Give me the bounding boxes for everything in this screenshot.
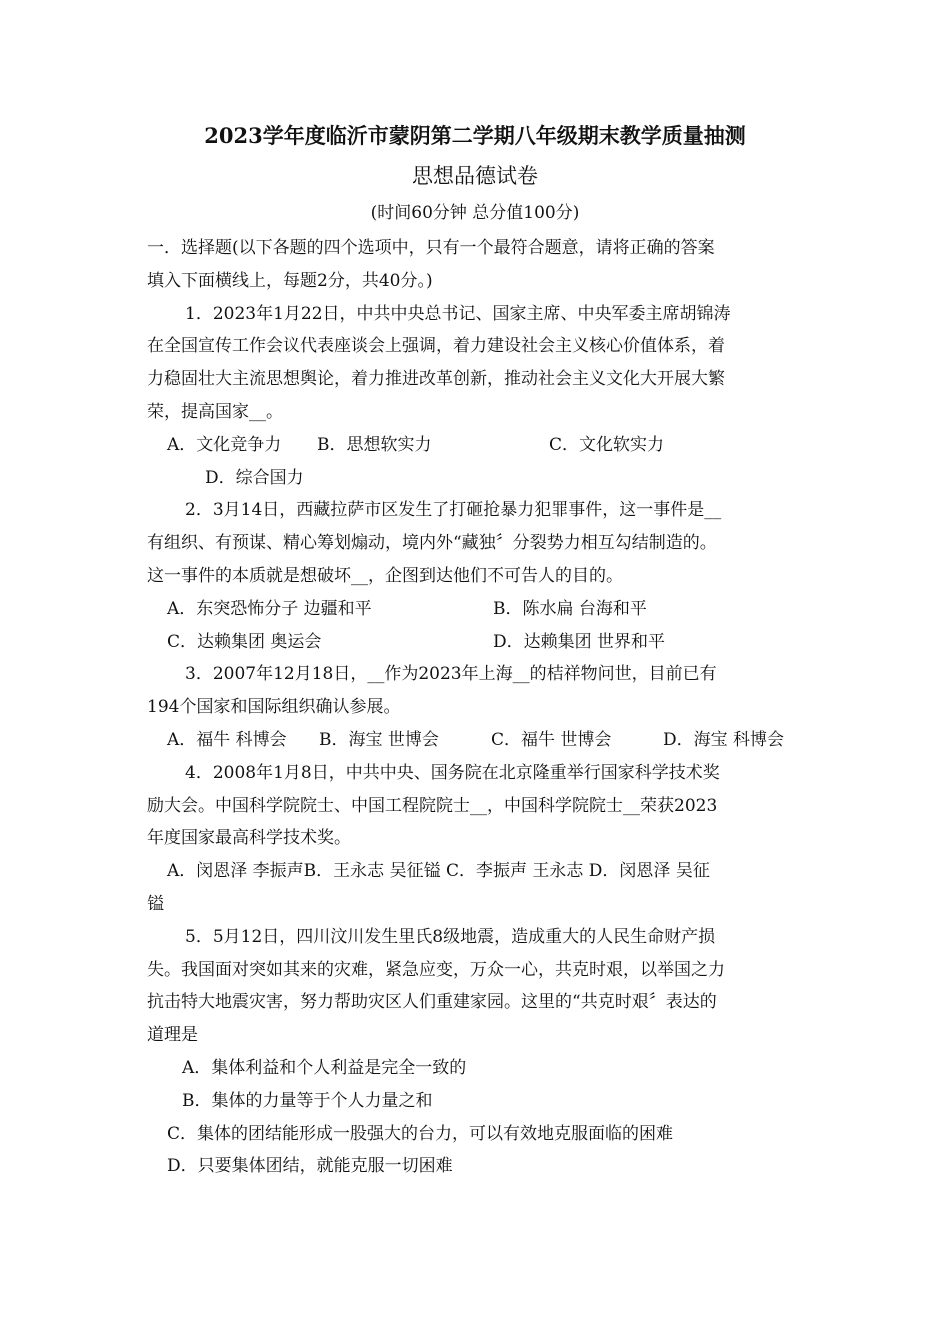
option-d: D．达赖集团 世界和平 <box>493 631 666 652</box>
question-text-line: 有组织、有预谋、精心筹划煽动，境内外“藏独〞分裂势力相互勾结制造的。 <box>147 533 717 554</box>
option-a: A．东突恐怖分子 边疆和平 <box>167 598 372 619</box>
option-b: B．陈水扁 台海和平 <box>493 598 647 619</box>
option-b: B．集体的力量等于个人力量之和 <box>182 1090 433 1111</box>
exam-title: 2023学年度临沂市蒙阴第二学期八年级期末教学质量抽测 <box>204 123 746 148</box>
question-text-line: 失。我国面对突如其来的灾难，紧急应变，万众一心，共克时艰，以举国之力 <box>147 959 725 980</box>
option-a: A．集体利益和个人利益是完全一致的 <box>182 1057 467 1078</box>
question-text-line: 抗击特大地震灾害，努力帮助灾区人们重建家园。这里的“共克时艰〞表达的 <box>147 992 717 1013</box>
option-row <box>147 593 807 626</box>
option-row: A．闵恩泽 李振声B．王永志 吴征镒 C．李振声 王永志 D．闵恩泽 吴征 <box>167 861 710 882</box>
question-1 <box>147 298 807 495</box>
option-d: D．海宝 科博会 <box>663 729 785 750</box>
question-text-line: 年度国家最高科学技术奖。 <box>147 828 351 849</box>
question-2 <box>147 494 807 658</box>
option-c: C．集体的团结能形成一股强大的台力，可以有效地克服面临的困难 <box>167 1123 674 1144</box>
section-instruction-line: 一．选择题(以下各题的四个选项中，只有一个最符合题意，请将正确的答案 <box>147 238 715 258</box>
option-d: D．综合国力 <box>205 467 304 488</box>
question-text-line: 5．5月12日，四川汶川发生里氏8级地震，造成重大的人民生命财产损 <box>185 926 716 947</box>
option-c: C．达赖集团 奥运会 <box>167 631 322 652</box>
option-b: B．海宝 世博会 <box>319 729 439 750</box>
option-b: B．思想软实力 <box>317 434 432 455</box>
question-text-line: 这一事件的本质就是想破坏__，企图到达他们不可告人的目的。 <box>147 565 623 586</box>
question-4 <box>147 757 807 921</box>
option-row <box>147 626 807 659</box>
question-3 <box>147 658 807 756</box>
exam-content <box>147 232 807 1183</box>
question-text-line: 194个国家和国际组织确认参展。 <box>147 697 401 718</box>
option-c: C．福牛 世博会 <box>491 729 612 750</box>
exam-subject-title: 思想品德试卷 <box>412 164 538 188</box>
option-a: A．文化竞争力 <box>167 434 282 455</box>
option-d: D．只要集体团结，就能克服一切困难 <box>167 1156 453 1177</box>
question-text-line: 1．2023年1月22日，中共中央总书记、国家主席、中央军委主席胡锦涛 <box>185 303 731 324</box>
exam-time-score: (时间60分钟 总分值100分) <box>370 203 580 223</box>
question-text-line: 2．3月14日，西藏拉萨市区发生了打砸抢暴力犯罪事件，这一事件是__ <box>185 500 722 521</box>
section-instruction-line: 填入下面横线上，每题2分，共40分。) <box>147 270 433 291</box>
option-a: A．福牛 科博会 <box>167 729 287 750</box>
option-c: C．文化软实力 <box>549 434 665 455</box>
question-text-line: 荣，提高国家__。 <box>147 401 283 422</box>
question-5 <box>147 921 807 1183</box>
option-row <box>147 724 807 757</box>
question-text-line: 3．2007年12月18日，__作为2023年上海__的桔祥物问世，目前已有 <box>185 664 717 685</box>
question-text-line: 道理是 <box>147 1025 198 1046</box>
question-text-line: 4．2008年1月8日，中共中央、国务院在北京隆重举行国家科学技术奖 <box>185 762 720 783</box>
question-text-line: 力稳固壮大主流思想舆论，着力推进改革创新，推动社会主义文化大开展大繁 <box>147 369 725 390</box>
option-row-wrap: 镒 <box>147 893 164 914</box>
question-text-line: 在全国宣传工作会议代表座谈会上强调，着力建设社会主义核心价值体系，着 <box>147 336 725 357</box>
option-row <box>147 429 807 462</box>
question-text-line: 励大会。中国科学院院士、中国工程院院士__，中国科学院院士__荣获2023 <box>147 795 718 816</box>
